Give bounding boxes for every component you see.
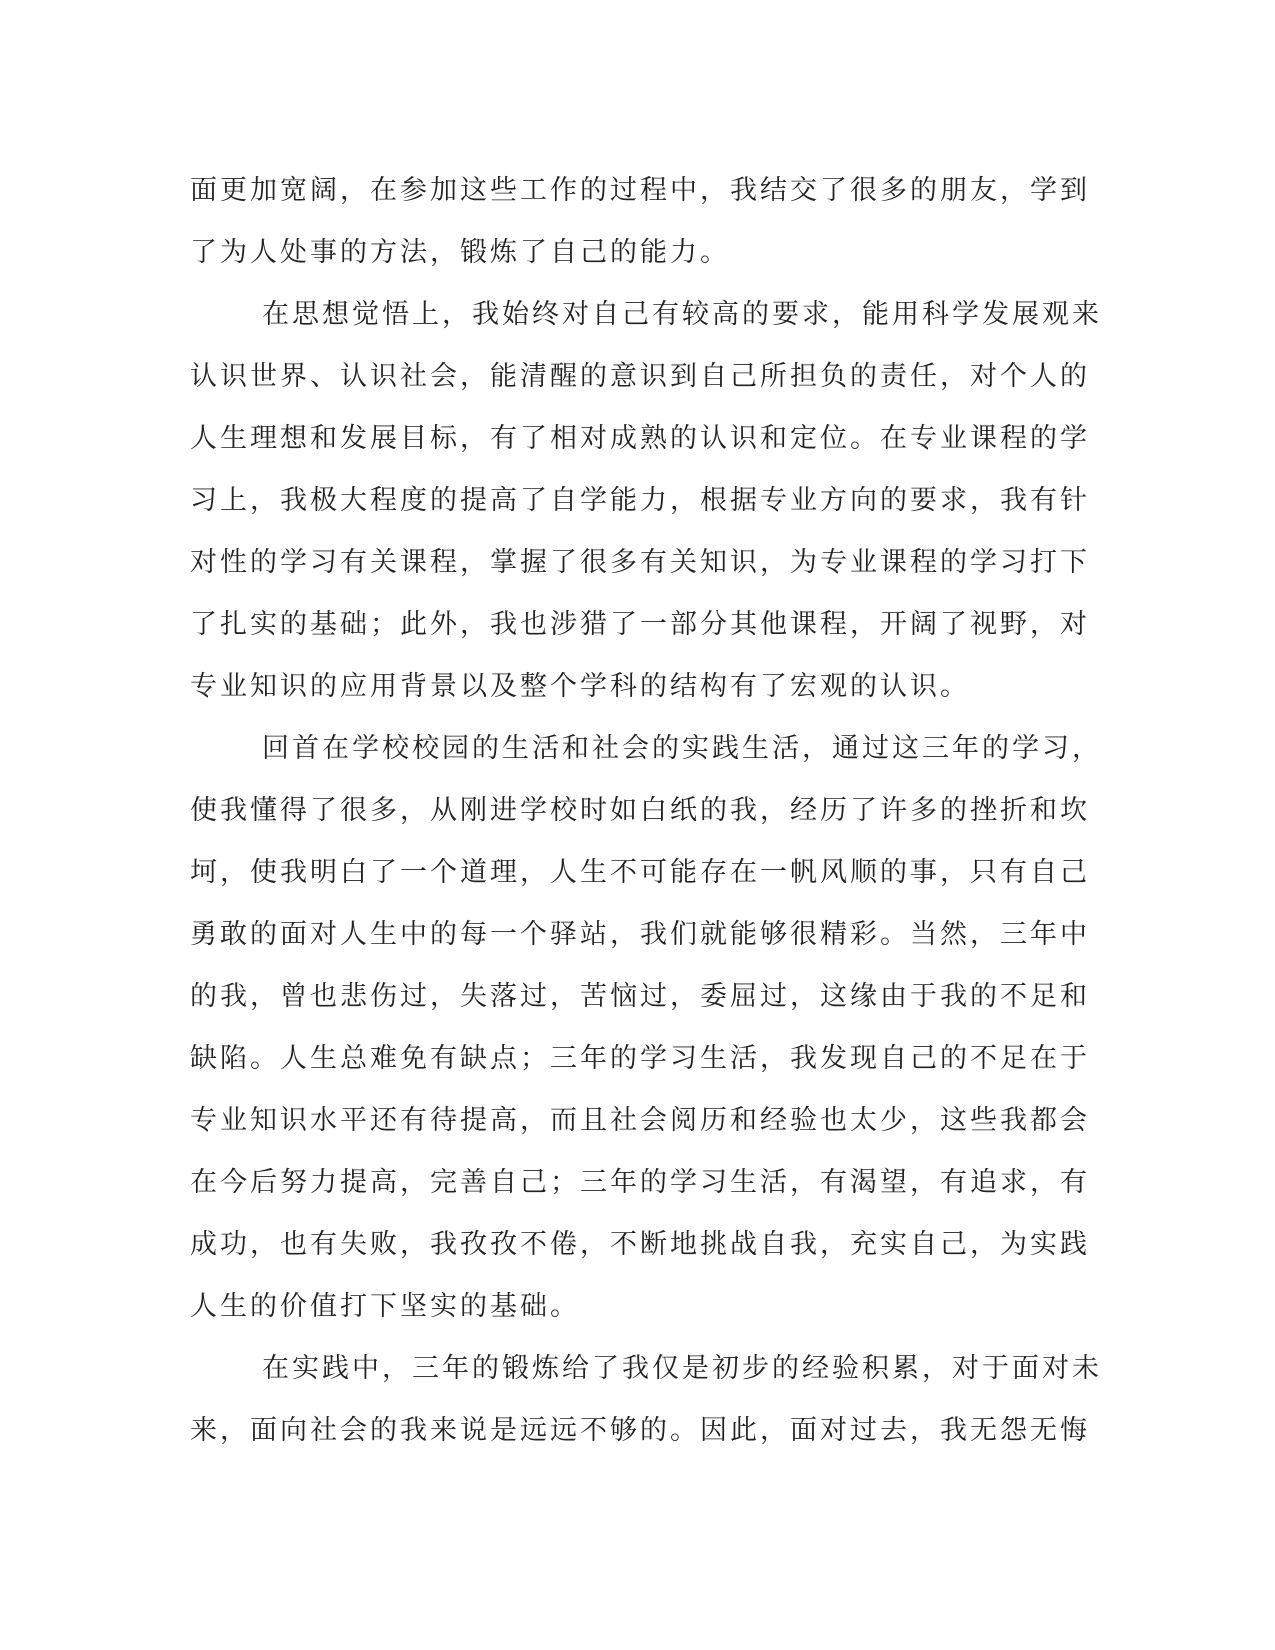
text-line: 人生理想和发展目标，有了相对成熟的认识和定位。在专业课程的学 xyxy=(190,423,1090,454)
text-line: 专业知识的应用背景以及整个学科的结构有了宏观的认识。 xyxy=(190,671,970,702)
text-line: 习上，我极大程度的提高了自学能力，根据专业方向的要求，我有针 xyxy=(190,485,1090,516)
text-line: 人生的价值打下坚实的基础。 xyxy=(190,1291,580,1322)
text-line: 认识世界、认识社会，能清醒的意识到自己所担负的责任，对个人的 xyxy=(190,361,1090,392)
text-line: 使我懂得了很多，从刚进学校时如白纸的我，经历了许多的挫折和坎 xyxy=(190,795,1090,826)
text-line: 在思想觉悟上，我始终对自己有较高的要求，能用科学发展观来 xyxy=(262,299,1102,330)
text-line: 来，面向社会的我来说是远远不够的。因此，面对过去，我无怨无悔 xyxy=(190,1415,1090,1446)
document-body xyxy=(190,160,1102,1462)
text-line: 面更加宽阔，在参加这些工作的过程中，我结交了很多的朋友，学到 xyxy=(190,175,1090,206)
text-line: 回首在学校校园的生活和社会的实践生活，通过这三年的学习， xyxy=(262,733,1102,764)
text-line: 对性的学习有关课程，掌握了很多有关知识，为专业课程的学习打下 xyxy=(190,547,1090,578)
text-line: 成功，也有失败，我孜孜不倦，不断地挑战自我，充实自己，为实践 xyxy=(190,1229,1090,1260)
text-line: 了为人处事的方法，锻炼了自己的能力。 xyxy=(190,237,730,268)
text-line: 的我，曾也悲伤过，失落过，苦恼过，委屈过，这缘由于我的不足和 xyxy=(190,981,1090,1012)
text-line: 勇敢的面对人生中的每一个驿站，我们就能够很精彩。当然，三年中 xyxy=(190,919,1090,950)
text-line: 在今后努力提高，完善自己；三年的学习生活，有渴望，有追求，有 xyxy=(190,1167,1090,1198)
text-line: 缺陷。人生总难免有缺点；三年的学习生活，我发现自己的不足在于 xyxy=(190,1043,1090,1074)
text-line: 了扎实的基础；此外，我也涉猎了一部分其他课程，开阔了视野，对 xyxy=(190,609,1090,640)
text-line: 专业知识水平还有待提高，而且社会阅历和经验也太少，这些我都会 xyxy=(190,1105,1090,1136)
text-line: 在实践中，三年的锻炼给了我仅是初步的经验积累，对于面对未 xyxy=(262,1353,1102,1384)
text-line: 坷，使我明白了一个道理，人生不可能存在一帆风顺的事，只有自己 xyxy=(190,857,1090,888)
